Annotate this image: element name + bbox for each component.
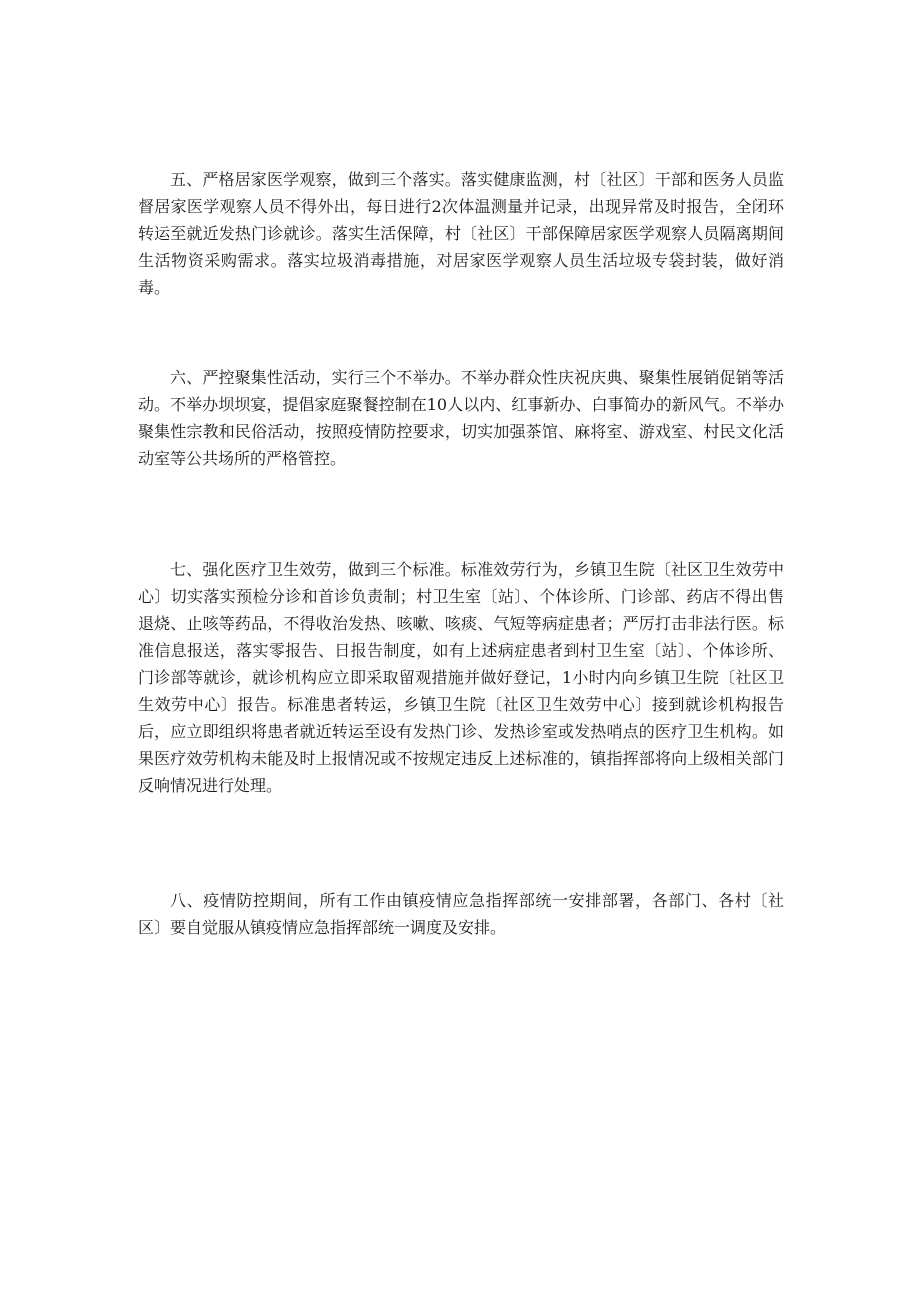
- paragraph-seven: 七、强化医疗卫生效劳，做到三个标准。标准效劳行为，乡镇卫生院〔社区卫生效劳中心〕切实落实预检分诊和首诊负责制；村卫生室〔站〕、个体诊所、门诊部、药店不得出售退烧、止咳等药品，不得收治发热、咳嗽、咳痰、气短等病症患者；严厉打击非法行医。标准信息报送，落实零报告、日报告制度，如有上述病症患者到村卫生室〔站〕、个体诊所、门诊部等就诊，就诊机构应立即采取留观措施并做好登记，1小时内向乡镇卫生院〔社区卫生效劳中心〕报告。标准患者转运，乡镇卫生院〔社区卫生效劳中心〕接到就诊机构报告后，应立即组织将患者就近转运至设有发热门诊、发热诊室或发热哨点的医疗卫生机构。如果医疗效劳机构未能及时上报情况或不按规定违反上述标准的，镇指挥部将向上级相关部门反响情况进行处理。: [138, 560, 784, 795]
- paragraph-six: 六、严控聚集性活动，实行三个不举办。不举办群众性庆祝庆典、聚集性展销促销等活动。不举办坝坝宴，提倡家庭聚餐控制在10人以内、红事新办、白事简办的新风气。不举办聚集性宗教和民俗活动，按照疫情防控要求，切实加强茶馆、麻将室、游戏室、村民文化活动室等公共场所的严格管控。: [138, 368, 784, 468]
- paragraph-eight: 八、疫情防控期间，所有工作由镇疫情应急指挥部统一安排部署，各部门、各村〔社区〕要自觉服从镇疫情应急指挥部统一调度及安排。: [138, 891, 784, 937]
- paragraph-five: 五、严格居家医学观察，做到三个落实。落实健康监测，村〔社区〕干部和医务人员监督居家医学观察人员不得外出，每日进行2次体温测量并记录，出现异常及时报告，全闭环转运至就近发热门诊就诊。落实生活保障，村〔社区〕干部保障居家医学观察人员隔离期间生活物资采购需求。落实垃圾消毒措施，对居家医学观察人员生活垃圾专袋封装，做好消毒。: [138, 170, 784, 297]
